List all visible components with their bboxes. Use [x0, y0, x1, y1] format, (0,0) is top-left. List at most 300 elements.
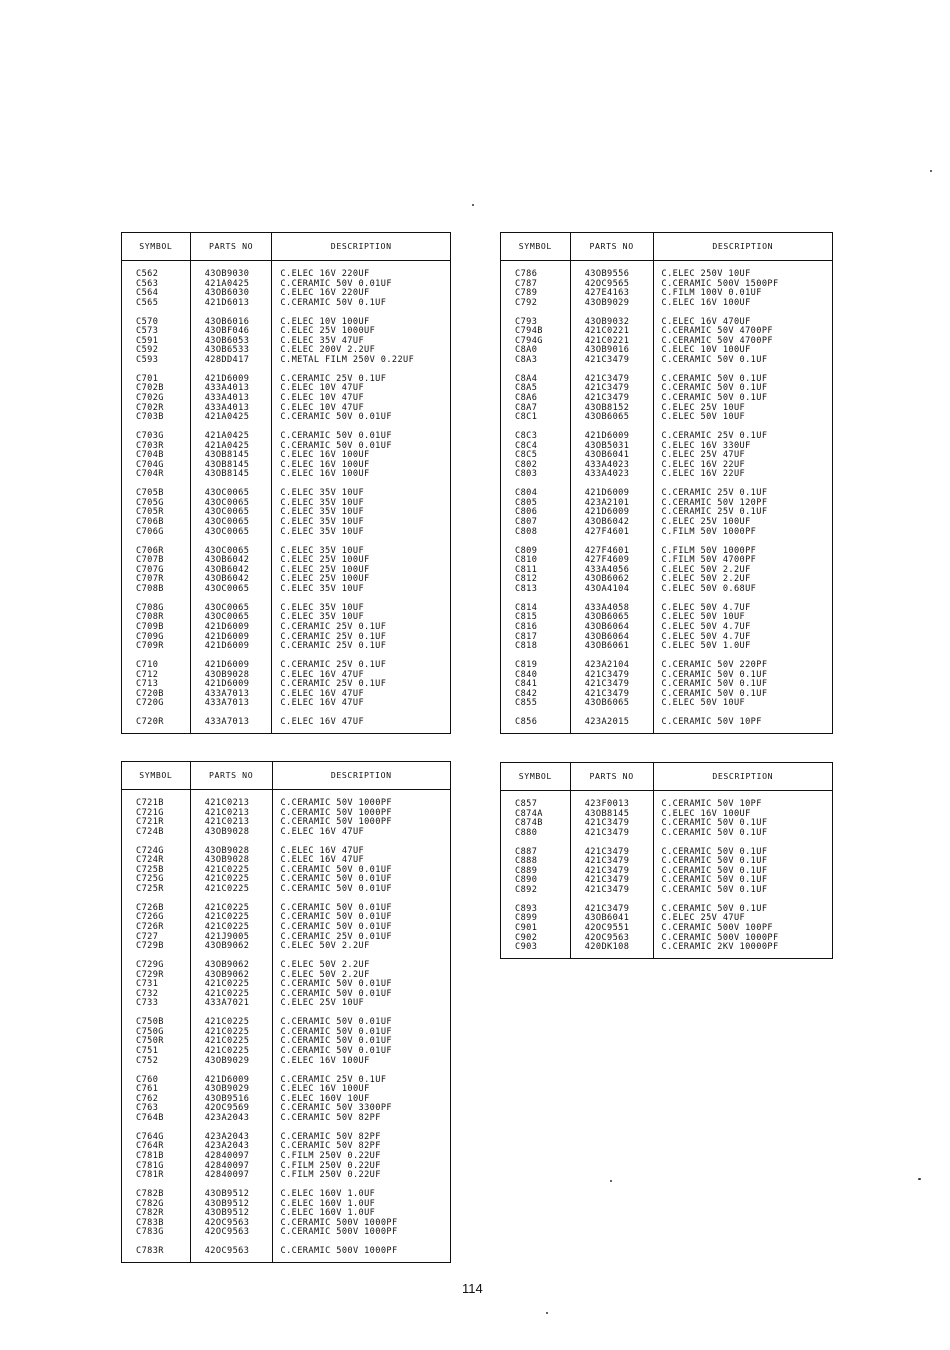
symbol-cell: C705G: [136, 497, 164, 508]
symbol-cell: C726R: [136, 922, 164, 933]
parts-no-cell: 43OB6030: [204, 288, 250, 299]
description-cell: C.CERAMIC 50V 0.1UF: [661, 846, 768, 857]
description-cell: C.ELEC 35V 10UF: [280, 517, 365, 528]
symbol-cells: [122, 432, 191, 489]
symbol-cells: [122, 1018, 191, 1075]
parts-no-cell: 423A2043: [204, 1112, 250, 1123]
parts-table-top-right: [500, 232, 833, 734]
symbol-cell: C705B: [136, 488, 164, 499]
symbol-cell: C712: [136, 669, 159, 680]
description-cell: C.ELEC 10V 100UF: [280, 316, 370, 327]
symbol-cell: C8C3: [515, 431, 538, 442]
description-cells: [272, 604, 451, 661]
parts-no-cell: 43OB6065: [584, 698, 630, 709]
parts-no-cell: 427F4601: [584, 526, 630, 537]
parts-no-cell: 421A0425: [204, 440, 250, 451]
description-cell: C.ELEC 35V 10UF: [280, 488, 365, 499]
description-cell: C.CERAMIC 50V 0.01UF: [280, 278, 392, 289]
table-row-group: [501, 661, 833, 718]
parts-no-cell: 427E4163: [584, 288, 630, 299]
table-row-group: [501, 718, 833, 733]
description-cell: C.FILM 100V 0.01UF: [661, 288, 762, 299]
parts-no-cells: [570, 604, 653, 661]
symbol-cell: C763: [136, 1103, 159, 1114]
description-cell: C.CERAMIC 50V 0.1UF: [661, 865, 768, 876]
symbol-cells: [501, 905, 571, 958]
parts-no-cell: 421J9005: [204, 931, 250, 942]
description-cell: C.ELEC 160V 1.0UF: [280, 1189, 376, 1200]
parts-no-cell: 43OB9016: [584, 345, 630, 356]
symbol-cell: C8C4: [515, 440, 538, 451]
symbol-cells: [501, 848, 571, 905]
parts-no-cell: 43OB8145: [584, 808, 630, 819]
scan-speck: [610, 1180, 612, 1182]
symbol-cell: C764G: [136, 1131, 164, 1142]
symbol-cell: C888: [515, 856, 538, 867]
parts-no-cell: 43OB6064: [584, 631, 630, 642]
description-cell: C.ELEC 35V 10UF: [280, 526, 365, 537]
symbol-cell: C725R: [136, 883, 164, 894]
symbol-cell: C781R: [136, 1170, 164, 1181]
description-cell: C.CERAMIC 25V 0.01UF: [280, 931, 392, 942]
symbol-cell: C817: [515, 631, 538, 642]
parts-no-cell: 421C0213: [204, 807, 250, 818]
scan-speck: [918, 1178, 921, 1180]
symbol-cell: C563: [136, 278, 159, 289]
parts-no-cell: 428DD417: [204, 354, 250, 365]
description-cell: C.FILM 250V 0.22UF: [280, 1160, 381, 1171]
description-cell: C.FILM 50V 1000PF: [661, 526, 757, 537]
parts-no-cell: 421C3479: [584, 669, 630, 680]
description-cell: C.ELEC 250V 10UF: [661, 269, 751, 279]
parts-no-cell: 43OB9029: [204, 1084, 250, 1095]
symbol-cell: C729R: [136, 969, 164, 980]
description-cell: C.ELEC 35V 10UF: [280, 507, 365, 518]
description-cell: C.CERAMIC 50V 4700PF: [661, 326, 773, 337]
description-cell: C.CERAMIC 500V 1500PF: [661, 278, 779, 289]
symbol-cell: C709G: [136, 631, 164, 642]
symbol-cell: C724G: [136, 845, 164, 856]
description-cell: C.FILM 250V 0.22UF: [280, 1170, 381, 1181]
parts-no-cell: 43OB9028: [204, 826, 250, 837]
parts-no-cells: [190, 547, 272, 604]
description-cell: C.ELEC 160V 1.0UF: [280, 1208, 376, 1219]
description-cell: C.CERAMIC 50V 0.01UF: [280, 1036, 392, 1047]
parts-no-cell: 43OC0065: [204, 545, 250, 556]
description-cells: [272, 847, 451, 904]
table-header-row: [501, 233, 833, 261]
parts-table-bottom-right: [500, 762, 833, 959]
parts-no-cells: [570, 375, 653, 432]
description-cells: [653, 905, 833, 958]
description-cell: C.ELEC 16V 47UF: [280, 855, 365, 866]
description-cell: C.ELEC 16V 220UF: [280, 269, 370, 279]
description-cell: C.CERAMIC 50V 3300PF: [280, 1103, 392, 1114]
description-cell: C.ELEC 160V 1.0UF: [280, 1198, 376, 1209]
parts-no-cell: 421C3479: [584, 383, 630, 394]
description-cell: C.ELEC 25V 10UF: [280, 998, 365, 1009]
parts-no-cell: 43OB9516: [204, 1093, 250, 1104]
parts-no-cell: 421C0225: [204, 874, 250, 885]
symbol-cell: C726G: [136, 912, 164, 923]
parts-no-cells: [190, 847, 272, 904]
table-row-group: [501, 375, 833, 432]
parts-no-cell: 421A0425: [204, 431, 250, 442]
symbol-cell: C708G: [136, 602, 164, 613]
symbol-cell: C792: [515, 297, 538, 308]
symbol-cell: C726B: [136, 902, 164, 913]
table-row-group: [122, 547, 451, 604]
description-cell: C.CERAMIC 50V 0.01UF: [280, 979, 392, 990]
description-cell: C.ELEC 160V 10UF: [280, 1093, 370, 1104]
parts-no-cell: 43OB9512: [204, 1198, 250, 1209]
symbol-cell: C565: [136, 297, 159, 308]
parts-no-cell: 42OC9551: [584, 923, 630, 934]
parts-no-cell: 43OB6042: [204, 564, 250, 575]
symbol-cell: C702B: [136, 383, 164, 394]
description-cell: C.ELEC 16V 100UF: [661, 808, 751, 819]
parts-no-header: PARTS NO: [570, 233, 653, 261]
parts-no-cell: 421C3479: [584, 373, 630, 384]
description-cell: C.ELEC 50V 1.0UF: [661, 641, 751, 652]
scan-speck: [546, 1312, 548, 1314]
description-cells: [653, 661, 833, 718]
parts-no-cell: 43OB9512: [204, 1189, 250, 1200]
parts-no-cell: 421C3479: [584, 393, 630, 404]
symbol-cell: C709R: [136, 641, 164, 652]
parts-no-cell: 421C0225: [204, 902, 250, 913]
symbol-cell: C562: [136, 269, 159, 279]
description-cell: C.CERAMIC 50V 10PF: [661, 717, 762, 728]
description-cell: C.ELEC 16V 100UF: [280, 450, 370, 461]
parts-no-cells: [190, 489, 272, 546]
description-cells: [653, 489, 833, 546]
description-cells: [272, 318, 451, 375]
description-cell: C.CERAMIC 50V 0.01UF: [280, 883, 392, 894]
description-header: DESCRIPTION: [653, 233, 833, 261]
description-cell: C.ELEC 16V 470UF: [661, 316, 751, 327]
symbol-cells: [122, 1133, 191, 1190]
description-cell: C.CERAMIC 50V 0.01UF: [280, 874, 392, 885]
description-cell: C.ELEC 16V 47UF: [280, 826, 365, 837]
parts-no-cell: 421C3479: [584, 903, 630, 914]
parts-no-cells: [190, 718, 272, 733]
parts-no-cells: [190, 1076, 272, 1133]
parts-no-cell: 421D6013: [204, 297, 250, 308]
parts-table-top-left: [121, 232, 451, 734]
parts-no-cell: 43OB6042: [204, 574, 250, 585]
parts-no-cell: 43OC0065: [204, 612, 250, 623]
description-cell: C.CERAMIC 25V 0.1UF: [280, 660, 387, 671]
parts-no-cell: 43OB9512: [204, 1208, 250, 1219]
symbol-cell: C707B: [136, 555, 164, 566]
symbol-cells: [122, 1190, 191, 1247]
symbol-cell: C713: [136, 679, 159, 690]
parts-no-cell: 42OC9563: [204, 1246, 250, 1257]
parts-no-cell: 43OC0065: [204, 583, 250, 594]
symbol-cell: C706G: [136, 526, 164, 537]
symbol-cells: [122, 961, 191, 1018]
symbol-cell: C819: [515, 660, 538, 671]
description-cell: C.ELEC 25V 1000UF: [280, 326, 376, 337]
table-row-group: [501, 905, 833, 958]
description-cell: C.ELEC 50V 10UF: [661, 412, 746, 423]
parts-no-cell: 423A2104: [584, 660, 630, 671]
table-row-group: [122, 1247, 451, 1262]
table-row-group: [501, 604, 833, 661]
parts-table-bottom-left: [121, 761, 451, 1263]
parts-no-cell: 421D6009: [584, 431, 630, 442]
description-cell: C.ELEC 16V 22UF: [661, 469, 746, 480]
table-row-group: [501, 318, 833, 375]
parts-no-cell: 43OB8152: [584, 402, 630, 413]
parts-no-cell: 43OC0065: [204, 507, 250, 518]
parts-no-cell: 43OB6062: [584, 574, 630, 585]
parts-no-cells: [190, 961, 272, 1018]
symbol-cell: C8A3: [515, 354, 538, 365]
description-cell: C.ELEC 16V 47UF: [280, 688, 365, 699]
table-row-group: [122, 1018, 451, 1075]
parts-no-cell: 423F0013: [584, 799, 630, 809]
description-cell: C.CERAMIC 50V 82PF: [280, 1131, 381, 1142]
description-cells: [653, 547, 833, 604]
symbol-cell: C764R: [136, 1141, 164, 1152]
symbol-cell: C721B: [136, 798, 164, 808]
symbol-cell: C721R: [136, 817, 164, 828]
symbol-cell: C706B: [136, 517, 164, 528]
description-cell: C.CERAMIC 50V 82PF: [280, 1141, 381, 1152]
symbol-cell: C725G: [136, 874, 164, 885]
table-row-group: [122, 799, 451, 847]
parts-no-cells: [570, 547, 653, 604]
parts-no-cell: 421D6009: [204, 1074, 250, 1085]
symbol-cell: C706R: [136, 545, 164, 556]
symbol-cell: C750B: [136, 1017, 164, 1028]
description-cell: C.CERAMIC 50V 1000PF: [280, 807, 392, 818]
parts-no-cell: 42840097: [204, 1170, 250, 1181]
parts-no-cell: 433A4013: [204, 393, 250, 404]
symbol-cell: C710: [136, 660, 159, 671]
table-header-row: [501, 763, 833, 791]
description-cell: C.ELEC 16V 330UF: [661, 440, 751, 451]
description-cell: C.FILM 50V 4700PF: [661, 555, 757, 566]
parts-no-cell: 43OB6061: [584, 641, 630, 652]
description-cells: [653, 432, 833, 489]
description-cell: C.ELEC 50V 2.2UF: [280, 941, 370, 952]
symbol-cell: C808: [515, 526, 538, 537]
symbol-cell: C816: [515, 621, 538, 632]
symbol-cell: C724B: [136, 826, 164, 837]
symbol-cell: C733: [136, 998, 159, 1009]
parts-no-cell: 423A2101: [584, 497, 630, 508]
description-cell: C.ELEC 50V 4.7UF: [661, 621, 751, 632]
symbol-cells: [122, 847, 191, 904]
description-cells: [653, 270, 833, 318]
description-cells: [272, 375, 451, 432]
symbol-cell: C890: [515, 875, 538, 886]
parts-no-cell: 421C0225: [204, 864, 250, 875]
symbol-cell: C724R: [136, 855, 164, 866]
table-row-group: [122, 847, 451, 904]
scan-speck: [930, 170, 932, 172]
symbol-cells: [122, 547, 191, 604]
parts-no-cells: [570, 318, 653, 375]
parts-no-cell: 43OB9062: [204, 960, 250, 971]
symbol-cells: [122, 1247, 191, 1262]
symbol-cell: C564: [136, 288, 159, 299]
description-cell: C.ELEC 50V 4.7UF: [661, 602, 751, 613]
description-cell: C.ELEC 35V 10UF: [280, 545, 365, 556]
description-cell: C.CERAMIC 50V 220PF: [661, 660, 768, 671]
description-cell: C.ELEC 50V 10UF: [661, 612, 746, 623]
symbol-cell: C818: [515, 641, 538, 652]
symbol-cell: C750R: [136, 1036, 164, 1047]
parts-no-cell: 43OB9028: [204, 669, 250, 680]
parts-no-cell: 421C3479: [584, 875, 630, 886]
symbol-cell: C783R: [136, 1246, 164, 1257]
parts-no-cell: 420DK108: [584, 942, 630, 953]
symbol-cells: [501, 375, 571, 432]
description-cell: C.ELEC 35V 10UF: [280, 612, 365, 623]
symbol-cell: C793: [515, 316, 538, 327]
parts-no-cell: 421C3479: [584, 818, 630, 829]
parts-no-cell: 43OB9556: [584, 269, 630, 279]
symbol-cell: C8C5: [515, 450, 538, 461]
description-cells: [653, 375, 833, 432]
symbol-cell: C704R: [136, 469, 164, 480]
symbol-cell: C787: [515, 278, 538, 289]
symbol-cell: C593: [136, 354, 159, 365]
symbol-cell: C751: [136, 1046, 159, 1057]
description-cell: C.CERAMIC 50V 1000PF: [280, 817, 392, 828]
description-cell: C.CERAMIC 50V 0.1UF: [661, 688, 768, 699]
parts-no-cell: 433A4023: [584, 459, 630, 470]
page-number: 114: [462, 1281, 483, 1296]
parts-no-cell: 421D6009: [204, 373, 250, 384]
description-cell: C.ELEC 50V 2.2UF: [661, 574, 751, 585]
parts-no-cell: 421C3479: [584, 679, 630, 690]
symbol-cell: C709B: [136, 621, 164, 632]
symbol-cells: [122, 718, 191, 733]
symbol-cells: [122, 1076, 191, 1133]
description-cells: [272, 489, 451, 546]
description-cell: C.CERAMIC 50V 82PF: [280, 1112, 381, 1123]
parts-no-cell: 427F4601: [584, 545, 630, 556]
parts-no-cell: 43OB6064: [584, 621, 630, 632]
parts-no-cells: [190, 661, 272, 718]
description-cell: C.CERAMIC 25V 0.1UF: [661, 431, 768, 442]
parts-no-cell: 43OB6533: [204, 345, 250, 356]
symbol-cell: C8A6: [515, 393, 538, 404]
symbol-cell: C705R: [136, 507, 164, 518]
description-cells: [272, 1247, 451, 1262]
symbol-cell: C842: [515, 688, 538, 699]
description-cell: C.ELEC 50V 2.2UF: [280, 969, 370, 980]
description-cell: C.ELEC 35V 10UF: [280, 583, 365, 594]
description-cell: C.CERAMIC 50V 0.01UF: [280, 922, 392, 933]
symbol-cells: [122, 375, 191, 432]
symbol-cell: C880: [515, 827, 538, 838]
symbol-cells: [501, 432, 571, 489]
symbol-cell: C707G: [136, 564, 164, 575]
parts-no-cell: 421C0225: [204, 883, 250, 894]
symbol-cell: C782R: [136, 1208, 164, 1219]
description-cell: C.CERAMIC 25V 0.1UF: [280, 1074, 387, 1085]
description-cell: C.CERAMIC 50V 4700PF: [661, 335, 773, 346]
symbol-cell: C720B: [136, 688, 164, 699]
parts-no-cell: 433A4013: [204, 402, 250, 413]
parts-no-cell: 433A7013: [204, 717, 250, 728]
description-cells: [653, 718, 833, 733]
symbol-cell: C783G: [136, 1227, 164, 1238]
parts-no-cells: [190, 604, 272, 661]
symbol-cell: C901: [515, 923, 538, 934]
description-cell: C.CERAMIC 25V 0.1UF: [280, 373, 387, 384]
parts-no-cell: 421D6009: [204, 641, 250, 652]
parts-no-cell: 421D6009: [204, 660, 250, 671]
description-cell: C.CERAMIC 50V 0.01UF: [280, 1026, 392, 1037]
description-cell: C.ELEC 16V 100UF: [280, 459, 370, 470]
parts-no-cells: [570, 432, 653, 489]
description-cell: C.CERAMIC 25V 0.1UF: [661, 507, 768, 518]
symbol-cell: C809: [515, 545, 538, 556]
parts-no-cell: 423A2043: [204, 1141, 250, 1152]
symbol-cell: C902: [515, 932, 538, 943]
symbol-cell: C704B: [136, 450, 164, 461]
parts-no-cell: 433A7013: [204, 688, 250, 699]
parts-no-cell: 421D6009: [584, 507, 630, 518]
parts-no-cell: 433A4058: [584, 602, 630, 613]
parts-no-cell: 42840097: [204, 1150, 250, 1161]
symbol-cell: C806: [515, 507, 538, 518]
symbol-cell: C874A: [515, 808, 543, 819]
symbol-cell: C789: [515, 288, 538, 299]
symbol-cell: C887: [515, 846, 538, 857]
parts-no-cells: [190, 1133, 272, 1190]
symbol-cell: C750G: [136, 1026, 164, 1037]
description-cell: C.ELEC 25V 100UF: [661, 517, 751, 528]
description-cell: C.ELEC 16V 100UF: [280, 1055, 370, 1066]
symbol-cell: C725B: [136, 864, 164, 875]
parts-no-cell: 43OB6065: [584, 612, 630, 623]
parts-no-cell: 42OC9569: [204, 1103, 250, 1114]
symbol-header: SYMBOL: [122, 762, 191, 790]
description-cells: [272, 1133, 451, 1190]
table-row-group: [122, 432, 451, 489]
symbol-cell: C899: [515, 913, 538, 924]
parts-no-cell: 421C0221: [584, 326, 630, 337]
description-cell: C.ELEC 16V 22UF: [661, 459, 746, 470]
description-cells: [653, 800, 833, 848]
parts-no-cell: 43OB9030: [204, 269, 250, 279]
symbol-cells: [501, 547, 571, 604]
symbol-cell: C592: [136, 345, 159, 356]
symbol-cell: C708B: [136, 583, 164, 594]
parts-no-cell: 42OC9563: [584, 932, 630, 943]
parts-no-cell: 42840097: [204, 1160, 250, 1171]
table-row-group: [122, 1076, 451, 1133]
symbol-cell: C732: [136, 988, 159, 999]
description-cell: C.ELEC 50V 4.7UF: [661, 631, 751, 642]
symbol-cell: C760: [136, 1074, 159, 1085]
parts-no-cell: 43OB9029: [204, 1055, 250, 1066]
symbol-cells: [122, 489, 191, 546]
parts-no-cell: 421C3479: [584, 846, 630, 857]
description-cell: C.CERAMIC 50V 0.01UF: [280, 412, 392, 423]
description-cell: C.ELEC 16V 47UF: [280, 717, 365, 728]
description-cell: C.ELEC 35V 10UF: [280, 497, 365, 508]
parts-no-cell: 43OB9032: [584, 316, 630, 327]
